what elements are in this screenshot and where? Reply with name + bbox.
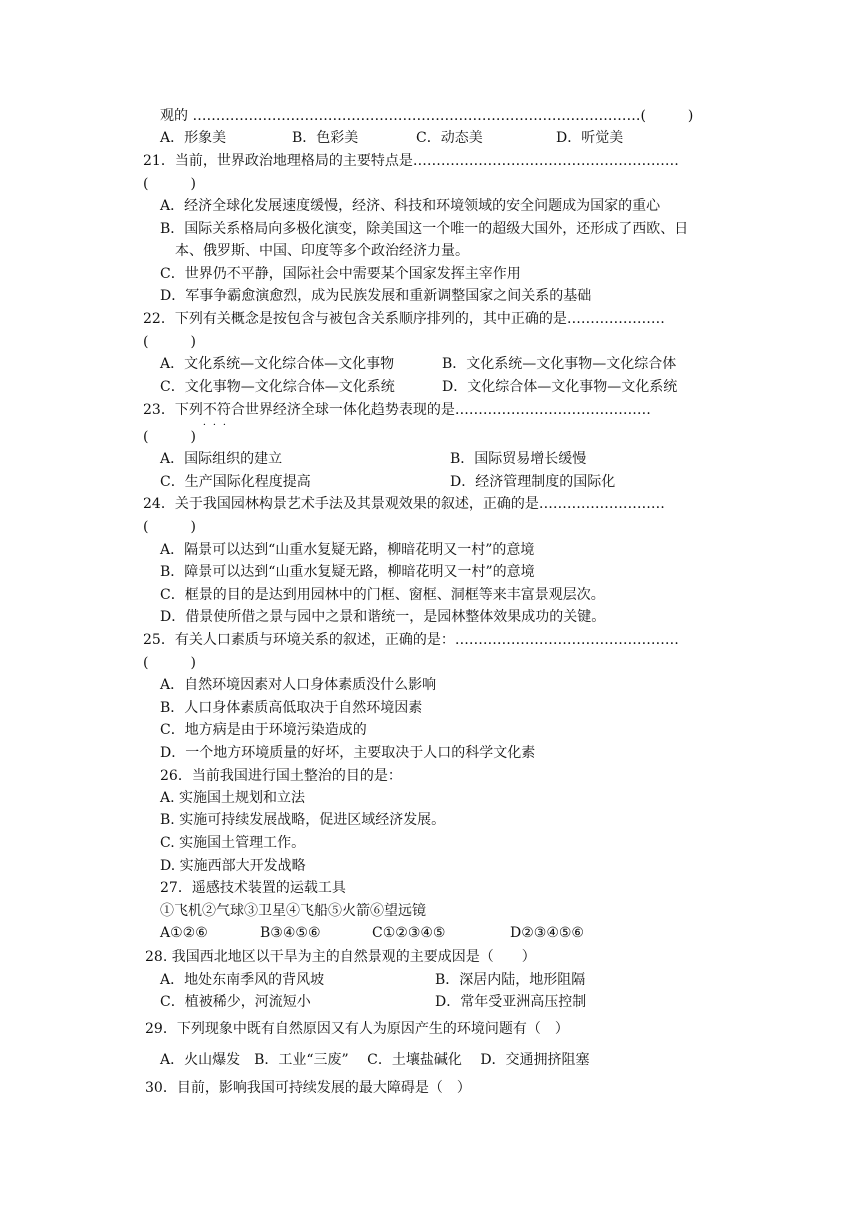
q27-option-c: C①②③④⑤ [372,925,446,941]
q21-option-a: A．经济全球化发展速度缓慢，经济、科技和环境领域的安全问题成为国家的重心 [160,198,661,214]
q22-stem: 22．下列有关概念是按包含与被包含关系顺序排列的，其中正确的是………………… [143,311,665,327]
q28-option-a: A．地处东南季风的背风坡 [160,972,325,988]
q26-option-d: D. 实施西部大开发战略 [160,858,306,874]
q20-option-b: B．色彩美 [292,130,359,146]
q25-answer-paren: ( ) [143,655,196,671]
q22-option-a: A．文化系统—文化综合体—文化事物 [160,356,395,372]
q27-option-d: D②③④⑤⑥ [510,925,584,941]
q26-option-b: B. 实施可持续发展战略，促进区域经济发展。 [160,812,446,828]
q20-option-d: D．听觉美 [556,130,624,146]
q23-option-c: C．生产国际化程度提高 [160,474,311,490]
q24-answer-paren: ( ) [143,519,196,535]
q23-stem-suffix: 世界经济全球一体化趋势表现的是…………………………………… [244,402,651,418]
q25-option-d: D．一个地方环境质量的好坏，主要取决于人口的科学文化素 [160,745,536,761]
q24-option-a: A．隔景可以达到“山重水复疑无路，柳暗花明又一村”的意境 [160,542,535,558]
q21-option-b-line1: B．国际关系格局向多极化演变，除美国这一个唯一的超级大国外，还形成了西欧、日 [160,221,689,237]
q22-option-b: B．文化系统—文化事物—文化综合体 [442,356,677,372]
q22-option-d: D．文化综合体—文化事物—文化系统 [442,379,678,395]
q24-option-b: B．障景可以达到“山重水复疑无路，柳暗花明又一村”的意境 [160,564,535,580]
q21-option-c: C．世界仍不平静，国际社会中需要某个国家发挥主宰作用 [160,266,521,282]
q28-option-d: D．常年受亚洲高压控制 [435,994,587,1010]
q25-stem: 25．有关人口素质与环境关系的叙述，正确的是：………………………………………… [143,632,679,648]
q20-option-a: A．形象美 [160,130,227,146]
q20-option-c: C．动态美 [416,130,483,146]
q30-stem: 30．目前，影响我国可持续发展的最大障碍是（ ） [145,1080,471,1096]
q23-option-b: B．国际贸易增长缓慢 [450,451,587,467]
q25-option-a: A．自然环境因素对人口身体素质没什么影响 [160,677,437,693]
q28-option-c: C．植被稀少，河流短小 [160,994,311,1010]
q27-stem: 27．遥感技术装置的运载工具 [160,880,346,896]
q20-stem-tail: 观的 ……………………………………………………………………………………( ) [160,108,694,124]
q27-option-b: B③④⑤⑥ [260,925,321,941]
q23-option-a: A．国际组织的建立 [160,451,283,467]
q29-stem: 29．下列现象中既有自然原因又有人为原因产生的环境问题有（ ） [145,1021,569,1037]
q24-stem: 24．关于我国园林构景艺术手法及其景观效果的叙述，正确的是……………………… [143,496,665,512]
q27-option-a: A①②⑥ [160,925,208,941]
q22-answer-paren: ( ) [143,334,196,350]
q25-option-c: C．地方病是由于环境污染造成的 [160,722,367,738]
q28-stem: 28. 我国西北地区以干旱为主的自然景观的主要成因是（ ） [145,949,536,965]
q21-option-b-line2: 本、俄罗斯、中国、印度等多个政治经济力量。 [175,243,469,259]
q21-option-d: D．军事争霸愈演愈烈，成为民族发展和重新调整国家之间关系的基础 [160,288,592,304]
q24-option-c: C．框景的目的是达到用园林中的门框、窗框、洞框等来丰富景观层次。 [160,587,605,603]
q23-option-d: D．经济管理制度的国际化 [450,474,616,490]
q21-answer-paren: ( ) [143,176,196,192]
q29-options: A．火山爆发 B．工业“三废” C．土壤盐碱化 D．交通拥挤阻塞 [160,1052,590,1068]
q25-option-b: B．人口身体素质高低取决于自然环境因素 [160,700,423,716]
q22-option-c: C．文化事物—文化综合体—文化系统 [160,379,395,395]
q27-item-list: ①飞机②气球③卫星④飞船⑤火箭⑥望远镜 [160,903,426,919]
q23-stem-prefix: 23．下列 [143,402,203,418]
q26-stem: 26．当前我国进行国土整治的目的是： [160,768,402,784]
q26-option-a: A. 实施国土规划和立法 [160,790,306,806]
q28-option-b: B．深居内陆，地形阻隔 [435,972,586,988]
q23-answer-paren: ( ) [143,429,196,445]
q23-stem [143,400,651,420]
q21-stem: 21．当前，世界政治地理格局的主要特点是………………………………………………… [143,153,679,169]
q23-emphasis: 不符合 ．．． [203,402,245,418]
q24-option-d: D．借景使所借之景与园中之景和谐统一，是园林整体效果成功的关键。 [160,609,606,625]
q26-option-c: C. 实施国土管理工作。 [160,835,306,851]
